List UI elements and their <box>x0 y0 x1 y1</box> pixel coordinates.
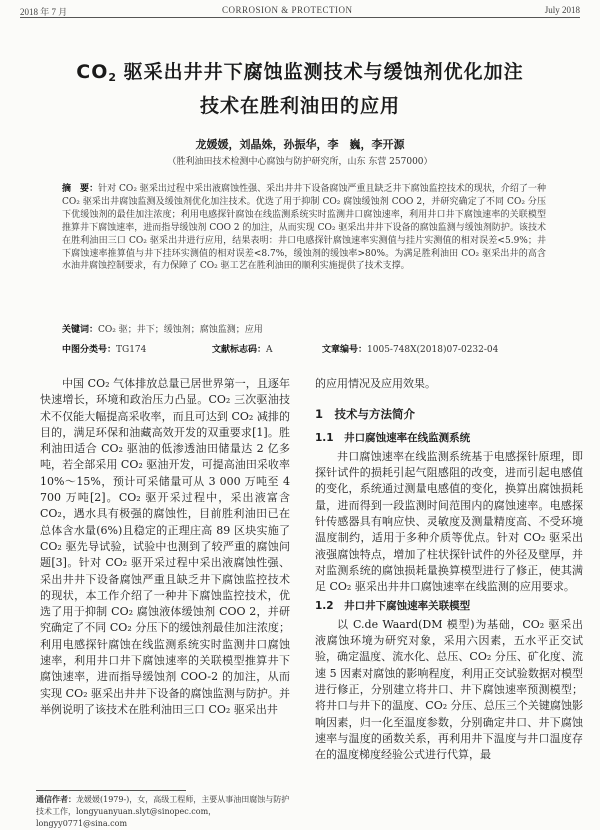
footnote-rule <box>36 790 186 791</box>
article-no-value: 1005-748X(2018)07-0232-04 <box>367 345 499 355</box>
header-rule <box>20 17 580 18</box>
footnote-label: 通信作者： <box>36 795 76 804</box>
footnote-text: 龙媛媛(1979-)，女，高级工程师，主要从事油田腐蚀与防护技术工作，longyuanyuan.slyt@sinopec.com，longyy0771@sina.com <box>36 795 290 828</box>
header-date: 2018 年 7 月 <box>20 7 68 17</box>
section-1-2-paragraph: 以 C.de Waard(DM 模型)为基础，CO₂ 驱采出液腐蚀环境为研究对象，采用六因素，五水平正交试验，确定温度、流水化、总压、CO₂ 分压、矿化度、流速 5 因素对腐蚀的影响程度，利用正交试验数据对模型进行修正，分别建立将井口、井下腐蚀速率预测模型；将井口与井下的温度、CO₂ 分压、总压三个关键腐蚀影响因素，归一化至温度参数，分别确定井口、井下腐蚀速率与温度的函数关系，再利用井下温度与井口温度存在的温度梯度经验公式进行代算，最 <box>315 617 583 762</box>
title-line1-sub: 2 <box>108 71 117 84</box>
clc-value: TG174 <box>116 345 147 355</box>
article-meta <box>62 342 562 354</box>
abstract-text: 针对 CO₂ 驱采出过程中采出液腐蚀性强、采出井井下设备腐蚀严重且缺乏井下腐蚀监控技术的现状，介绍了一种 CO₂ 驱采出井腐蚀监测及缓蚀剂优化加注技术。优选了用于抑制 CO₂ 腐蚀缓蚀剂 COO 2，并研究确定了不同 CO₂ 分压下优缓蚀剂的最佳加注浓度；利用电感探针腐蚀在线监测系统实时监测井口腐蚀速率，利用井口井下腐蚀速率的关联模型推算井下腐蚀速率，进而指导缓蚀剂 COO 2 的加注，从而实现 CO₂ 驱采出井井下设备的腐蚀监测与缓蚀剂防护。该技术在胜利油田三口 CO₂ 驱采出井进行应用，结果表明：井口电感探针腐蚀速率实测值与挂片实测值的相对误差<5.9%；井下腐蚀速率推算值与井下挂环实测值的相对误差<8.7%，缓蚀剂的缓蚀率>80%。为满足胜利油田 CO₂ 驱采出井的高含水油井腐蚀控制要求，有力保障了 CO₂ 驱工艺在胜利油田的顺利实施提供了技术支撑。 <box>62 184 546 272</box>
section-heading-1: 1 技术与方法简介 <box>315 407 416 422</box>
body-left-column <box>40 376 290 718</box>
author-list: 龙媛媛，刘晶姝，孙振华，李 巍，李开源 <box>195 138 405 151</box>
section-1-1-paragraph: 井口腐蚀速率在线监测系统基于电感探针原理，即探针试件的损耗引起气阻感阻的改变，进而引起电感值的变化，系统通过测量电感值的变化，换算出腐蚀损耗量，进而得到一段监测时间范围内的腐蚀速率。电感探针传感器具有响应快、灵敏度及测量精度高、不受环境温度制约，适用于多种介质等优点。针对 CO₂ 驱采出液强腐蚀特点，增加了柱状探针试件的外径及壁厚，并对监测系统的腐蚀损耗量换算模型进行了修正，使其满足 CO₂ 驱采出井井口腐蚀速率在线监测的应用要求。 <box>315 449 583 594</box>
abstract-label: 摘 要： <box>62 184 99 194</box>
paper-title <box>20 58 580 121</box>
article-no-label: 文章编号： <box>322 345 368 355</box>
clc-label: 中图分类号： <box>62 345 117 355</box>
abstract <box>62 183 546 273</box>
keywords-text: CO₂ 驱；井下；缓蚀剂；腐蚀监测；应用 <box>98 325 263 335</box>
header-date-en: July 2018 <box>544 5 580 15</box>
keywords <box>62 322 546 335</box>
header-journal: CORROSION & PROTECTION <box>222 5 353 15</box>
affiliation: （胜利油田技术检测中心腐蚀与防护研究所，山东 东营 257000） <box>167 157 433 167</box>
title-line1-pre: CO <box>76 61 109 83</box>
keywords-label: 关键词： <box>62 325 99 335</box>
section-heading-1-1: 1.1 井口腐蚀速率在线监测系统 <box>315 431 471 444</box>
section-heading-1-2: 1.2 井口井下腐蚀速率关联模型 <box>315 599 471 612</box>
doc-code-label: 文献标志码： <box>212 345 267 355</box>
title-line2: 技术在胜利油田的应用 <box>199 95 400 117</box>
title-line1-post: 驱采出井井下腐蚀监测技术与缓蚀剂优化加注 <box>116 61 524 83</box>
intro-paragraph: 中国 CO₂ 气体排放总量已居世界第一，且逐年快速增长，环境和政治压力凸显。CO₂ 三次驱油技术不仅能大幅提高采收率，而且可达到 CO₂ 减排的目的，满足环保和油藏高效开发的双重要求[1]。胜利油田适合 CO₂ 驱油的低渗透油田储量达 2 亿多吨，若全部采用 CO₂ 驱油开发，可提高油田采收率 10%～15%，预计可采储量可从 3 000 万吨至 4 700 万吨[2]。CO₂ 驱开采过程中，采出液富含 CO₂，遇水具有极强的腐蚀性，目前胜利油田已在总体含水量(6%)且稳定的正理庄高 89 区块实施了 CO₂ 驱先导试验，试验中也测到了较严重的腐蚀问题[3]。针对 CO₂ 驱开采过程中采出液腐蚀性强、采出井井下设备腐蚀严重且缺乏井下腐蚀监控技术的现状，本工作介绍了一种井下腐蚀监控技术，优选了用于抑制 CO₂ 腐蚀液体缓蚀剂 COO 2，并研究确定了不同 CO₂ 分压下的缓蚀剂最佳加注浓度；利用电感探针腐蚀在线监测系统实时监测井口腐蚀速率，利用井口井下腐蚀速率的关联模型推算井下腐蚀速率，进而指导缓蚀剂 COO-2 的加注，从而实现 CO₂ 驱采出井井下设备的腐蚀监测与防护。并举例说明了该技术在胜利油田三口 CO₂ 驱采出井 <box>40 377 290 716</box>
intro-continuation: 的应用情况及应用效果。 <box>315 377 436 390</box>
corresponding-author-note <box>36 794 292 830</box>
body-right-column <box>315 376 583 764</box>
doc-code-value: A <box>266 345 273 355</box>
